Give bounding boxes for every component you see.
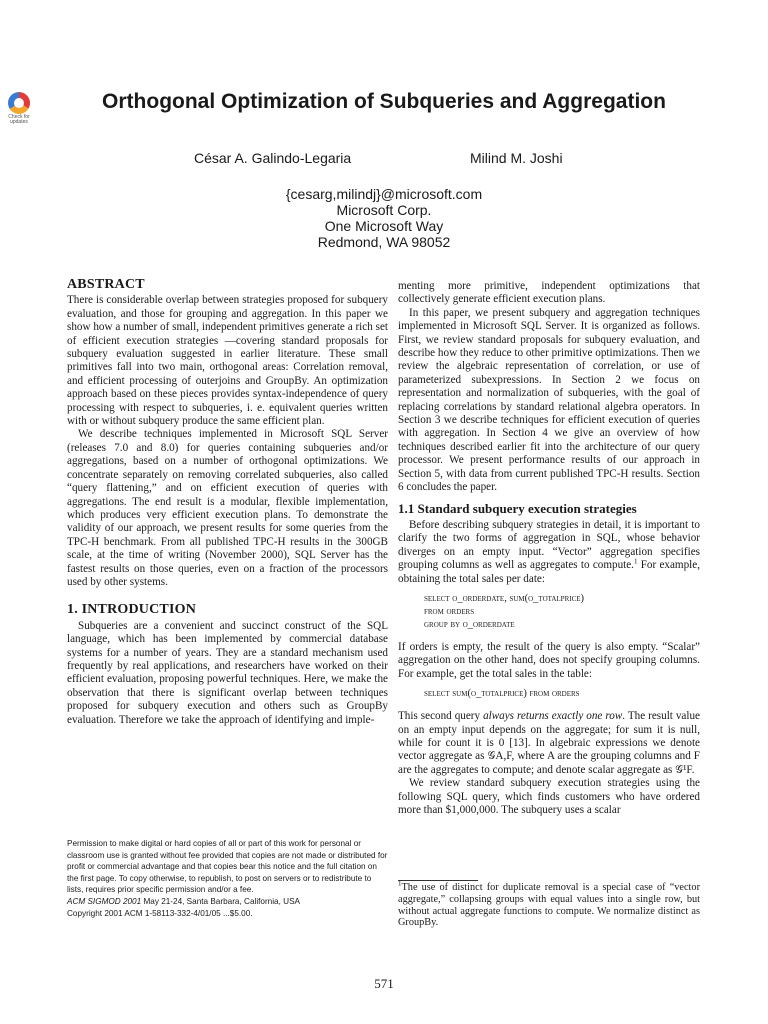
page-number: 571 <box>374 976 394 991</box>
subsection-paragraph-1 <box>398 519 700 586</box>
sql-code-block-2 <box>398 687 700 700</box>
paper-title: Orthogonal Optimization of Subqueries and Aggregation <box>102 90 666 113</box>
right-column <box>398 280 700 817</box>
venue-details: May 21-24, Santa Barbara, California, USA <box>141 896 300 906</box>
introduction-paragraph-2: In this paper, we present subquery and aggregation techniques implemented in Microsoft SQL Server. It is organized as follows. First, we review standard proposals for subquery evaluation, and describe how they reduce to other primitive optimizations. Then we review the algebraic representation of correlation, or use of parameterized subexpressions. In Section 2 we focus on representation and normalization of subqueries, with the goal of replacing correlations by standard relational algebra operators. In Section 3 we describe techniques for efficient execution of queries with aggregation. In Section 4 we give an overview of how techniques described earlier fit into the architecture of our query processor. We present performance results of our approach in Section 5, with data from current published TPC-H results. Section 6 concludes the paper. <box>398 306 700 494</box>
affiliation <box>0 186 768 250</box>
venue-line <box>67 896 388 908</box>
affiliation-city: Redmond, WA 98052 <box>317 234 451 250</box>
abstract-heading: ABSTRACT <box>67 277 145 292</box>
affiliation-org: Microsoft Corp. <box>336 202 432 218</box>
permission-notice <box>67 838 388 919</box>
abstract-paragraph-1: There is considerable overlap between strategies proposed for subquery evaluation, and those for grouping and aggregation. In this paper we show how a number of small, independent primitives generate a rich set of efficient execution strategies —covering standard proposals for subquery evaluation suggested in earlier literature. These small primitives fall into two main, orthogonal areas: Correlation removal, and efficient processing of outerjoins and GroupBy. An optimization approach based on these pieces provides syntax-independence of query processing with respect to subqueries, i. e. equivalent queries written with or without subquery produce the same efficient plan. <box>67 294 388 428</box>
badge-label: Check for updates <box>8 114 30 125</box>
venue-name: ACM SIGMOD 2001 <box>67 896 142 906</box>
subsection-paragraph-4: We review standard subquery execution strategies using the following SQL query, which finds customers who have ordered more than $1,000,000. The subquery uses a scalar <box>398 777 700 816</box>
subsection-paragraph-2: If orders is empty, the result of the query is also empty. “Scalar” aggregation on the other hand, does not specify grouping columns. For example, get the total sales in the table: <box>398 640 700 680</box>
footnote-mark: 1 <box>633 557 638 566</box>
subsection-heading: 1.1 Standard subquery execution strategies <box>398 500 637 516</box>
author-1: César A. Galindo-Legaria <box>194 150 352 166</box>
left-column <box>67 278 388 727</box>
code-line: group by o_orderdate <box>424 618 515 630</box>
code-line: select sum(o_totalprice) from orders <box>424 688 580 700</box>
paragraph-text: . The result value on an empty input depends on the aggregate; for sum it is null, while for count it is 0 [13]. In algebraic expressions we denote vector aggregate as 𝒢A,F, where A are the grouping columns and F are the aggregates to compute; and denote scalar aggregate as 𝒢¹F. <box>398 710 700 776</box>
paragraph-text: This second query <box>398 710 484 723</box>
permission-text: Permission to make digital or hard copies of all or part of this work for personal or classroom use is granted without fee provided that copies are not made or distributed for profit or commercial advantage and that copies bear this notice and the full citation on the first page. To copy otherwise, to republish, to post on servers or to redistribute to lists, requires prior specific permission and/or a fee. <box>67 839 388 895</box>
paragraph-text: Before describing subquery strategies in detail, it is important to clarify the two forms of aggregation in SQL, whose behavior diverges on an empty input. “Vector” aggregation specifies grouping columns as well as aggregates to compute. <box>398 518 700 572</box>
emphasis-text: always returns exactly one row <box>483 710 623 723</box>
footnote-text: The use of distinct for duplicate removal is a special case of “vector aggregate,” collapsing groups with equal values into a single row, but without actual aggregate functions to compute. We normalize distinct as GroupBy. <box>398 882 700 929</box>
paragraph-tail: For example, obtaining the total sales per date: <box>398 559 700 585</box>
code-line: from orders <box>424 605 475 617</box>
footnote <box>398 879 700 929</box>
abstract-paragraph-2: We describe techniques implemented in Microsoft SQL Server (releases 7.0 and 8.0) for queries containing subqueries and/or aggregations, based on a number of orthogonal optimizations. We concentrate separately on removing correlated subqueries, also called “query flattening,” and on efficient execution of queries with aggregations. The end result is a modular, flexible implementation, which produces very efficient execution plans. To demonstrate the validity of our approach, we present results for some queries from the TPC-H benchmark. From all published TPC-H results in the 300GB scale, at the time of writing (November 2000), SQL Server has the fastest results on those queries, even on a fraction of the processors used by other systems. <box>67 428 388 588</box>
footnote-number: 1 <box>398 879 402 888</box>
introduction-paragraph-1: Subqueries are a convenient and succinct construct of the SQL language, which has been implemented by commercial database systems for a number of years. They are a standard mechanism used frequently by real applications, and researchers have worked on their efficient evaluation, proposing powerful techniques. Here, we make the observation that there is significant overlap between techniques proposed for subquery execution and others such as GroupBy evaluation. Therefore we take the approach of identifying and imple- <box>67 619 388 726</box>
sql-code-block-1 <box>398 592 700 631</box>
author-2: Milind M. Joshi <box>470 150 563 166</box>
subsection-paragraph-3 <box>398 710 700 777</box>
code-line: select o_orderdate, sum(o_totalprice) <box>424 592 585 604</box>
footnote-divider <box>398 880 478 881</box>
introduction-continued: menting more primitive, independent optimizations that collectively generate efficient execution plans. <box>398 280 700 306</box>
introduction-heading: 1. INTRODUCTION <box>67 602 197 618</box>
copyright-line: Copyright 2001 ACM 1-58113-332-4/01/05 ...$5.00. <box>67 908 253 918</box>
affiliation-street: One Microsoft Way <box>324 218 444 234</box>
author-email: {cesarg,milindj}@microsoft.com <box>285 186 483 202</box>
